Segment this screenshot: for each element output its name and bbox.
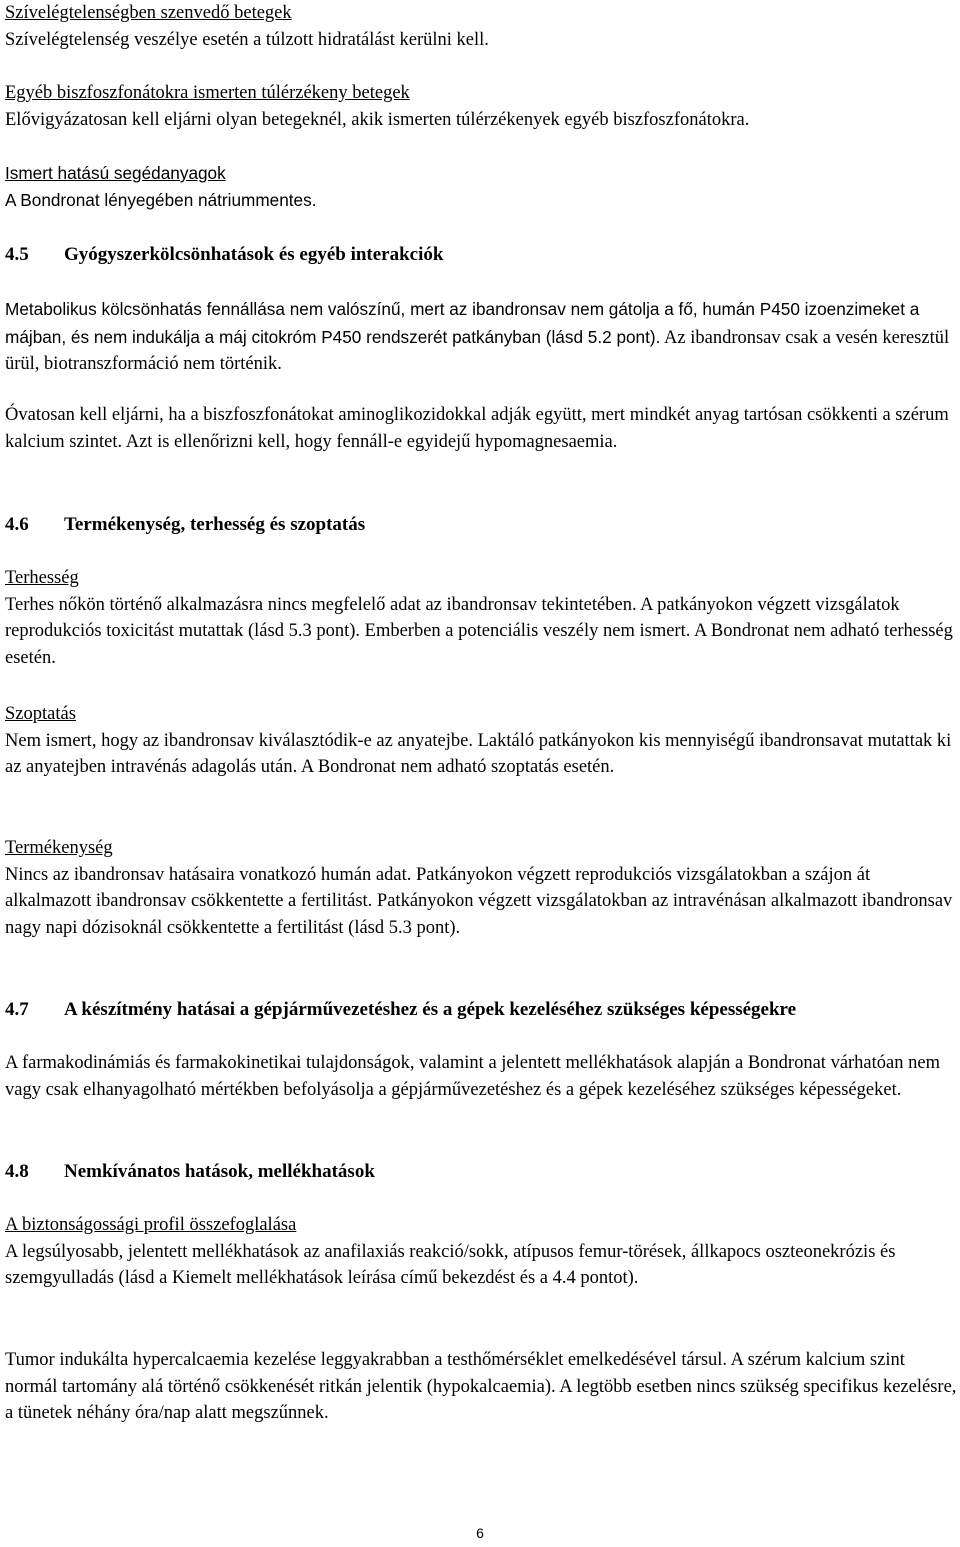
heart-failure-text: Szívelégtelenség veszélye esetén a túlzott hidratálást kerülni kell. [5, 29, 489, 50]
page-number: 6 [476, 1525, 484, 1541]
section-4-5-heading [5, 242, 960, 268]
section-4-5-number: 4.5 [5, 244, 29, 265]
section-bisphosphonate-hypersensitivity [5, 80, 957, 133]
fertility-title: Termékenység [5, 838, 113, 858]
pregnancy-text: Terhes nőkön történő alkalmazásra nincs megfelelő adat az ibandronsav tekintetében. A patkányokon végzett vizsgálatok reprodukciós toxicitást mutattak (lásd 5.3 pont). Emberben a potenciális veszély nem ismert. A Bondronat nem adható terhesség esetén. [5, 594, 953, 668]
interactions-text-2: Óvatosan kell eljárni, ha a biszfoszfonátokat aminoglikozidokkal adják együtt, mert mindkét anyag tartósan csökkenti a szérum kalcium szintet. Azt is ellenőrizni kell, hogy fennáll-e egyidejű hypomagnesaemia. [5, 405, 949, 452]
section-4-7-heading [5, 997, 960, 1023]
section-4-8-title: Nemkívánatos hatások, mellékhatások [64, 1161, 375, 1182]
section-4-5-title: Gyógyszerkölcsönhatások és egyéb interakciók [64, 244, 444, 265]
lactation-text: Nem ismert, hogy az ibandronsav kiválasztódik-e az anyatejbe. Laktáló patkányokon kis mennyiségű ibandronsavat mutattak ki az anyatejben intravénás adagolás után. A Bondronat nem adható szoptatás esetén. [5, 730, 952, 777]
pregnancy-title: Terhesség [5, 568, 79, 588]
section-4-7-number: 4.7 [5, 999, 29, 1020]
section-4-6-number: 4.6 [5, 514, 29, 535]
driving-paragraph [5, 1050, 957, 1103]
section-4-8-heading [5, 1159, 960, 1185]
interactions-paragraph-1 [5, 296, 957, 378]
interactions-text-1b: Az ibandronsav csak a vesén keresztül ürül, biotranszformáció nem történik. [5, 327, 950, 374]
section-heart-failure [5, 0, 957, 53]
heart-failure-title: Szívelégtelenségben szenvedő betegek [5, 3, 292, 23]
tumor-hypercalcaemia-text: Tumor indukálta hypercalcaemia kezelése leggyakrabban a testhőmérséklet emelkedésével társul. A szérum kalcium szint normál tartomány alá történő csökkenését ritkán jelentik (hypokalcaemia). A legtöbb esetben nincs szükség specifikus kezelésre, a tünetek néhány óra/nap alatt megszűnnek. [5, 1350, 957, 1423]
excipients-title: Ismert hatású segédanyagok [5, 163, 226, 183]
fertility-text: Nincs az ibandronsav hatásaira vonatkozó humán adat. Patkányokon végzett reprodukciós vizsgálatokban a szájon át alkalmazott ibandronsav csökkentette a fertilitást. Patkányokon végzett vizsgálatokban az intravénásan alkalmazott ibandronsav nagy napi dózisoknál csökkentette a fertilitást (lásd 5.3 pont). [5, 864, 953, 938]
safety-profile-text: A legsúlyosabb, jelentett mellékhatások az anafilaxiás reakció/sokk, atípusos femur-törések, állkapocs oszteonekrózis és szemgyulladás (lásd a Kiemelt mellékhatások leírása című bekezdést és a 4.4 pontot). [5, 1241, 896, 1288]
driving-text: A farmakodinámiás és farmakokinetikai tulajdonságok, valamint a jelentett mellékhatások alapján a Bondronat várhatóan nem vagy csak elhanyagolható mértékben befolyásolja a gépjárművezetéshez és a gépek kezeléséhez szükséges képességeket. [5, 1053, 940, 1100]
interactions-paragraph-2 [5, 402, 957, 455]
tumor-hypercalcaemia-paragraph [5, 1347, 957, 1427]
fertility-section [5, 835, 957, 941]
bisphosphonate-title: Egyéb biszfoszfonátokra ismerten túlérzékeny betegek [5, 83, 410, 103]
interactions-text-1: Metabolikus kölcsönhatás fennállása nem valószínű, mert az ibandronsav nem gátolja a fő, humán P450 izoenzimeket a májban, és nem indukálja a máj citokróm P450 rendszerét patkányban (lásd 5.2 pont). [5, 299, 920, 347]
safety-profile-section [5, 1212, 957, 1292]
section-4-7-title: A készítmény hatásai a gépjárművezetéshez és a gépek kezeléséhez szükséges képességekre [64, 999, 797, 1020]
section-excipients [5, 160, 957, 213]
lactation-title: Szoptatás [5, 704, 76, 724]
section-4-8-number: 4.8 [5, 1161, 29, 1182]
section-4-6-title: Termékenység, terhesség és szoptatás [64, 514, 366, 535]
safety-profile-title: A biztonságossági profil összefoglalása [5, 1215, 297, 1235]
lactation-section [5, 701, 957, 781]
excipients-text: A Bondronat lényegében nátriummentes. [5, 189, 317, 210]
section-4-6-heading [5, 512, 960, 538]
pregnancy-section [5, 565, 957, 671]
bisphosphonate-text: Elővigyázatosan kell eljárni olyan betegeknél, akik ismerten túlérzékenyek egyéb biszfoszfonátokra. [5, 109, 750, 130]
